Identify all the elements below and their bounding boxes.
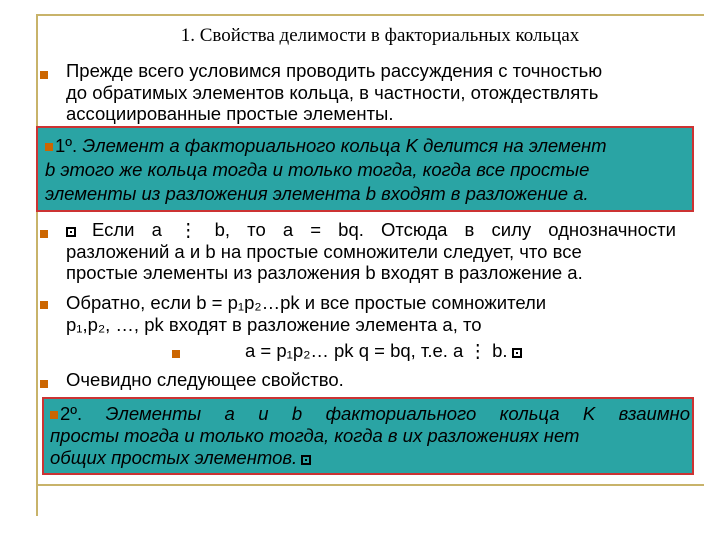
- bullet-icon: [40, 71, 48, 79]
- property-1-box: 1º. Элемент a факториального кольца K делится на элемент b этого же кольца тогда и только тогда, когда все простые элементы из разложения элемента b входят в разложение a.: [36, 126, 694, 212]
- qed-icon: [66, 227, 76, 237]
- bullet-icon: [172, 350, 180, 358]
- bullet-icon: [50, 411, 58, 419]
- bullet-icon: [40, 301, 48, 309]
- qed-icon: [301, 455, 311, 465]
- qed-icon: [512, 348, 522, 358]
- left-rule: [36, 14, 38, 516]
- intro-paragraph: Прежде всего условимся проводить рассуждения с точностью до обратимых элементов кольца, в частности, отождествлять ассоциированные простые элементы.: [66, 60, 603, 124]
- proof-paragraph: Если a ⋮ b, то a = bq. Отсюда в силу однозначности разложений a и b на простые сомножители следует, что все простые элементы из разложения b входят в разложение a.: [66, 219, 676, 283]
- converse-formula: a = p₁p₂… pk q = bq, т.е. a ⋮ b.: [245, 340, 522, 362]
- top-rule: [36, 14, 704, 16]
- bullet-icon: [40, 230, 48, 238]
- slide-title: 1. Свойства делимости в факториальных кольцах: [180, 25, 580, 46]
- bottom-rule: [36, 484, 704, 486]
- property-2-box: 2º. Элементы a и b факториального кольца K взаимно просты тогда и только тогда, когда в их разложениях нет общих простых элементов.: [42, 397, 694, 475]
- bullet-icon: [40, 380, 48, 388]
- converse-paragraph: Обратно, если b = p₁p₂…pk и все простые сомножители p₁,p₂, …, pk входят в разложение элемента a, то: [66, 292, 547, 335]
- bullet-icon: [45, 143, 53, 151]
- obvious-line: Очевидно следующее свойство.: [66, 369, 344, 390]
